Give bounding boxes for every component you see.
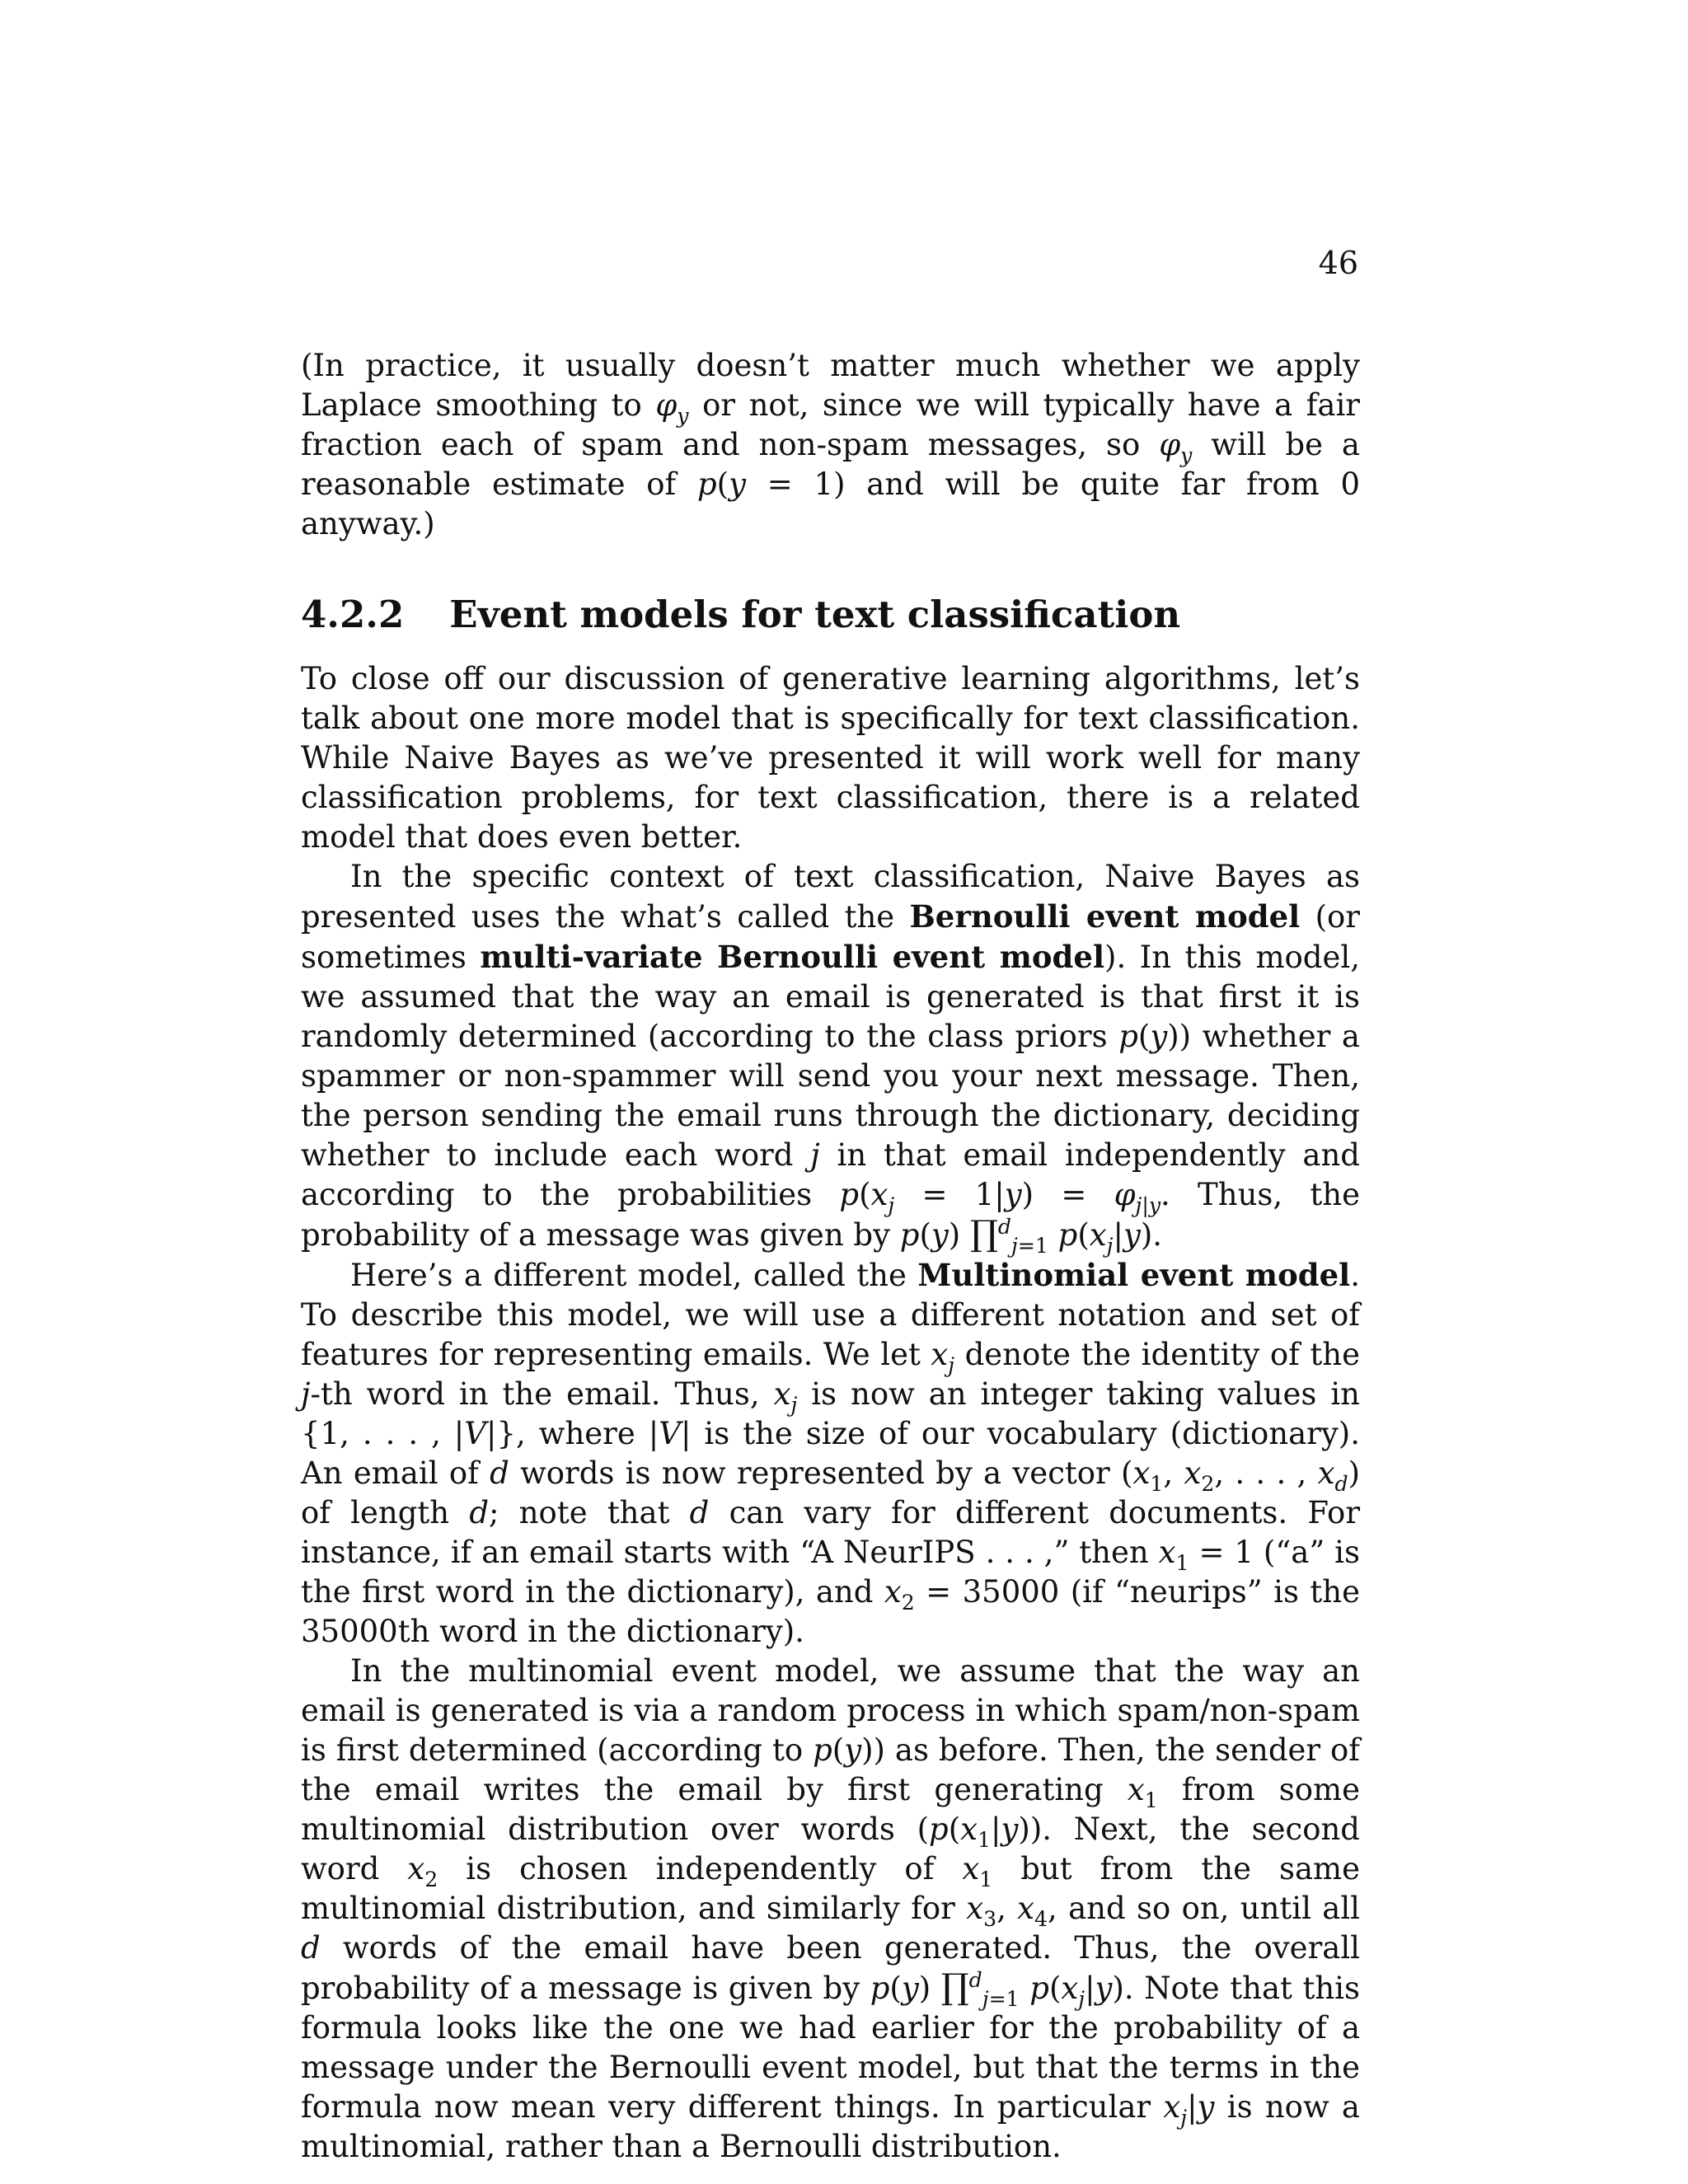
body-paragraph-4: In the multinomial event model, we assume that the way an email is generated is via a random process in which spam/non-spam is first determined (according to p(y)) as before. Then, the sender of the email writes the email by first generating $x_1$ from some multinomial distribution over words $(p(x_1|y))$. Next, the second word $x_2$ is chosen independently of $x_1$ but from the same multinomial distribution, and similarly for $x_3$, $x_4$, and so on, until all d words of the email have been generated. Thus, the overall probability of a message is given by p(y) ∏$^d_{j=1}$ $p(x_j|y)$. Note that this formula looks like the one we had earlier for the probability of a message under the Bernoulli event model, but that the terms in the formula now mean very different things. In particular $x_j|y$ is now a multinomial, rather than a Bernoulli distribution.	[301, 1653, 1361, 2164]
page-content	[301, 346, 1360, 2167]
body-paragraph-2: In the specific context of text classification, Naive Bayes as presented uses the what’s called the Bernoulli event model (or sometimes multi-variate Bernoulli event model). In this model, we assumed that the way an email is generated is that first it is randomly determined (according to the class priors p(y)) whether a spammer or non-spammer will send you your next message. Then, the person sending the email runs through the dictionary, deciding whether to include each word j in that email independently and according to the probabilities $p(x_j = 1|y) = \varphi_{j|y}$. Thus, the probability of a message was given by p(y) ∏$^d_{j=1}$ $p(x_j|y)$.	[301, 859, 1360, 1258]
section-heading	[301, 592, 1360, 638]
intro-paragraph: (In practice, it usually doesn’t matter much whether we apply Laplace smoothing to $\varphi_y$ or not, since we will typically have a fair fraction each of spam and non-spam messages, so $\varphi_y$ will be a reasonable estimate of p(y = 1) and will be quite far from 0 anyway.)	[301, 348, 1360, 541]
page-number: 46	[1318, 245, 1358, 281]
body-paragraph-3: Here’s a different model, called the Multinomial event model. To describe this model, we will use a different notation and set of features for representing emails. We let $x_j$ denote the identity of the j-th word in the email. Thus, $x_j$ is now an integer taking values in {1, . . . , |V|}, where |V| is the size of our vocabulary (dictionary). An email of d words is now represented by a vector ($x_1$, $x_2$, . . . , $x_d$) of length d; note that d can vary for different documents. For instance, if an email starts with “A NeurIPS . . . ,” then $x_1 = 1$ (“a” is the first word in the dictionary), and $x_2 = 35000$ (if “neurips” is the 35000th word in the dictionary).	[301, 1257, 1361, 1649]
body-paragraph-1: To close off our discussion of generative learning algorithms, let’s talk about one more model that is specifically for text classification. While Naive Bayes as we’ve presented it will work well for many classification problems, for text classification, there is a related model that does even better.	[301, 661, 1360, 855]
section-number: 4.2.2	[301, 593, 405, 636]
section-title: Event models for text classification	[449, 593, 1181, 636]
